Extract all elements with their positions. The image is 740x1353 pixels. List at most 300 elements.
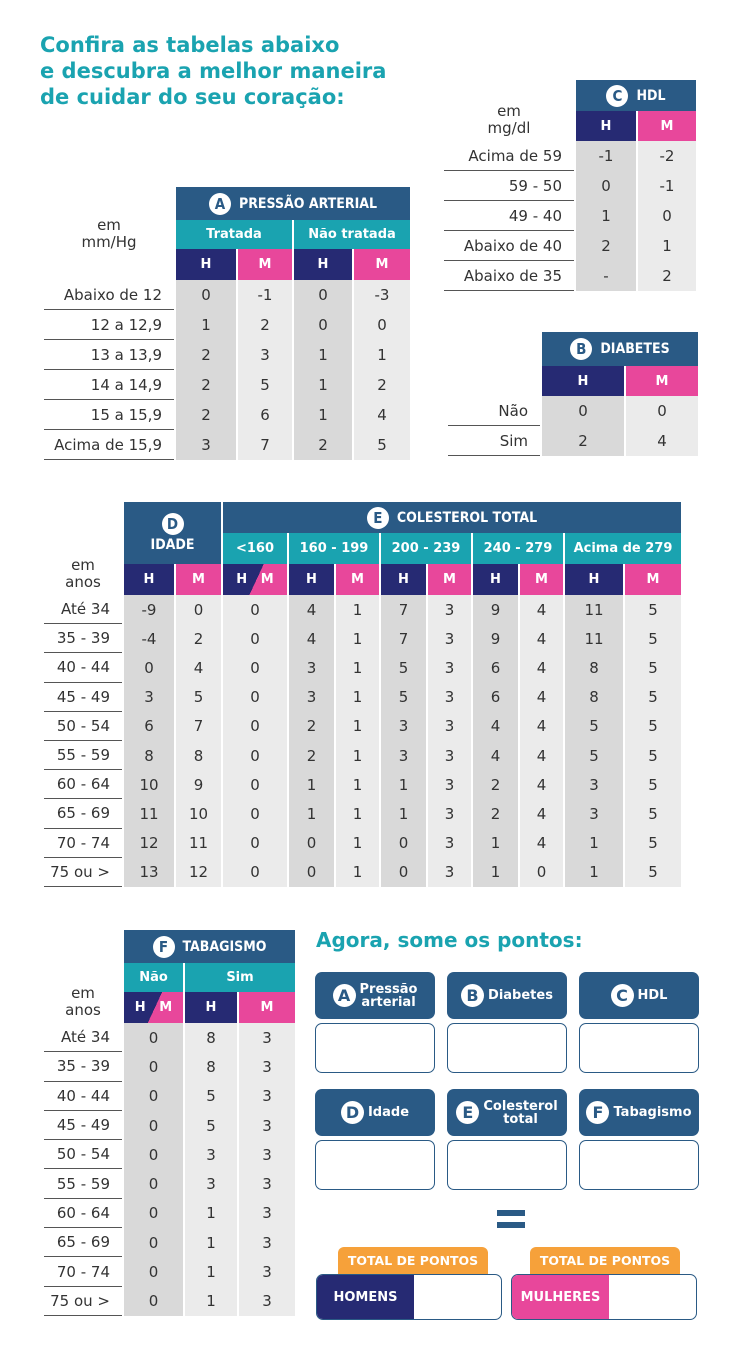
col-hm <box>124 992 183 1023</box>
table-cell: 5 <box>238 370 292 400</box>
table-cell: - <box>576 261 636 291</box>
unit-label <box>44 187 174 280</box>
table-cell: 5 <box>625 741 681 770</box>
table-cell: 0 <box>520 858 563 887</box>
table-tabagismo <box>42 930 297 1316</box>
intro-heading <box>40 32 440 110</box>
table-cell: 1 <box>289 799 334 828</box>
table-cell: 1 <box>176 310 236 340</box>
table-cell: 3 <box>381 712 426 741</box>
table-cell: 0 <box>124 1023 183 1052</box>
table-cell: 2 <box>354 370 410 400</box>
unit-line: em <box>71 556 95 574</box>
col-m: M <box>428 564 471 595</box>
table-cell: 5 <box>625 858 681 887</box>
table-cell: 4 <box>354 400 410 430</box>
table-cell: 0 <box>124 1140 183 1169</box>
table-hdl <box>442 80 698 291</box>
table-cell: 10 <box>124 770 174 799</box>
input-idade[interactable] <box>315 1140 435 1190</box>
table-cell: 0 <box>223 829 287 858</box>
table-cell: 5 <box>625 653 681 682</box>
table-cell: 1 <box>473 829 518 858</box>
row-label: 45 - 49 <box>44 683 122 712</box>
input-pressao-arterial[interactable] <box>315 1023 435 1073</box>
input-hdl[interactable] <box>579 1023 699 1073</box>
table-f-body <box>44 1023 295 1316</box>
table-cell: 5 <box>565 712 623 741</box>
table-cell: 4 <box>520 770 563 799</box>
table-cell: 4 <box>520 683 563 712</box>
table-cell: 0 <box>294 280 352 310</box>
table-row <box>44 1287 295 1316</box>
sum-label-idade <box>315 1089 435 1136</box>
table-cell: 2 <box>473 770 518 799</box>
table-cell: 3 <box>176 430 236 460</box>
table-row <box>44 370 410 400</box>
blank-corner <box>448 332 540 396</box>
table-de-body <box>44 595 681 887</box>
table-cell: 13 <box>124 858 174 887</box>
sum-label-text: Idade <box>367 1105 410 1120</box>
table-cell: 3 <box>381 741 426 770</box>
group-tratada: Tratada <box>176 220 292 249</box>
col-h: H <box>576 111 636 141</box>
col-m-part: M <box>159 1000 173 1015</box>
sum-label-hdl <box>579 972 699 1019</box>
row-label: 13 a 13,9 <box>44 340 174 370</box>
table-row <box>44 430 410 460</box>
intro-line-3: de cuidar do seu coração: <box>40 85 345 109</box>
table-cell: 5 <box>185 1111 237 1140</box>
table-cell: 2 <box>238 310 292 340</box>
col-m: M <box>239 992 295 1023</box>
table-cell: 6 <box>124 712 174 741</box>
row-label: 65 - 69 <box>44 1228 122 1257</box>
table-cell: 0 <box>381 858 426 887</box>
total-men-label: HOMENS <box>317 1275 414 1319</box>
table-cell: 0 <box>176 595 221 624</box>
title-text: COLESTEROL TOTAL <box>396 509 538 526</box>
col-h: H <box>565 564 623 595</box>
table-cell: 6 <box>473 653 518 682</box>
row-label: Abaixo de 12 <box>44 280 174 310</box>
title-text: PRESSÃO ARTERIAL <box>238 195 378 212</box>
table-cell: 1 <box>354 340 410 370</box>
table-cell: 3 <box>124 683 174 712</box>
table-cell: 5 <box>625 770 681 799</box>
table-cell: -2 <box>638 141 696 171</box>
col-m: M <box>238 249 292 280</box>
table-cell: 8 <box>124 741 174 770</box>
sum-label-tabagismo <box>579 1089 699 1136</box>
col-h: H <box>289 564 334 595</box>
letter-badge-a: A <box>209 193 231 215</box>
row-label: 15 a 15,9 <box>44 400 174 430</box>
table-cell: 2 <box>473 799 518 828</box>
table-cell: 8 <box>565 683 623 712</box>
range-header: <160 <box>223 533 287 564</box>
table-row <box>44 1257 295 1286</box>
unit-label <box>44 930 122 1023</box>
table-cell: 3 <box>565 799 623 828</box>
summary-title: Agora, some os pontos: <box>316 928 583 952</box>
table-cell: 2 <box>176 400 236 430</box>
table-idade-colesterol <box>42 502 683 887</box>
col-m: M <box>520 564 563 595</box>
sum-label-diabetes <box>447 972 567 1019</box>
table-cell: 0 <box>124 653 174 682</box>
col-m: M <box>354 249 410 280</box>
unit-label <box>444 80 574 141</box>
letter-badge-c: C <box>611 984 634 1007</box>
table-cell: 3 <box>239 1257 295 1286</box>
table-cell: 1 <box>185 1199 237 1228</box>
table-cell: 9 <box>473 624 518 653</box>
table-cell: 2 <box>176 370 236 400</box>
table-cell: 4 <box>520 595 563 624</box>
row-label: 12 a 12,9 <box>44 310 174 340</box>
letter-badge-a: A <box>333 984 356 1007</box>
table-cell: 3 <box>428 683 471 712</box>
intro-line-2: e descubra a melhor maneira <box>40 59 387 83</box>
table-cell: 1 <box>289 770 334 799</box>
row-label: 35 - 39 <box>44 624 122 653</box>
total-men-box[interactable] <box>316 1274 502 1320</box>
row-label: 50 - 54 <box>44 1140 122 1169</box>
col-h-part: H <box>134 1000 146 1015</box>
table-cell: 11 <box>176 829 221 858</box>
table-cell: 3 <box>239 1082 295 1111</box>
table-cell: 3 <box>428 741 471 770</box>
table-cell: 2 <box>294 430 352 460</box>
intro-line-1: Confira as tabelas abaixo <box>40 33 340 57</box>
table-cell: 0 <box>638 201 696 231</box>
table-cell: 1 <box>336 624 379 653</box>
table-cell: 0 <box>124 1052 183 1081</box>
table-row <box>44 340 410 370</box>
col-m: M <box>176 564 221 595</box>
table-cell: 3 <box>185 1140 237 1169</box>
row-label: Não <box>448 396 540 426</box>
table-cell: 2 <box>576 231 636 261</box>
table-cell: 3 <box>238 340 292 370</box>
row-label: 60 - 64 <box>44 770 122 799</box>
table-cell: -9 <box>124 595 174 624</box>
sum-label-text: HDL <box>637 988 668 1003</box>
col-h: H <box>473 564 518 595</box>
table-f-title <box>124 930 295 963</box>
table-cell: 1 <box>294 370 352 400</box>
table-cell: 0 <box>289 829 334 858</box>
table-cell: 1 <box>294 400 352 430</box>
sum-label-text: arterial <box>361 994 416 1010</box>
table-cell: 1 <box>336 770 379 799</box>
table-cell: 0 <box>223 683 287 712</box>
table-cell: 1 <box>185 1287 237 1316</box>
row-label: Até 34 <box>44 1023 122 1052</box>
table-cell: 11 <box>565 595 623 624</box>
table-cell: 1 <box>185 1228 237 1257</box>
table-cell: 8 <box>185 1023 237 1052</box>
letter-badge-d: D <box>341 1101 364 1124</box>
sum-label-text: Colesterol <box>483 1098 558 1114</box>
table-row <box>44 741 681 770</box>
table-cell: 4 <box>473 712 518 741</box>
table-cell: -1 <box>576 141 636 171</box>
table-cell: 2 <box>176 340 236 370</box>
row-label: Até 34 <box>44 595 122 624</box>
title-text: HDL <box>636 87 666 104</box>
col-h: H <box>542 366 624 396</box>
letter-badge-f: F <box>153 936 175 958</box>
table-cell: 0 <box>223 770 287 799</box>
table-row <box>44 1199 295 1228</box>
table-cell: 1 <box>473 858 518 887</box>
table-cell: 5 <box>625 829 681 858</box>
table-cell: 5 <box>625 683 681 712</box>
letter-badge-e: E <box>367 507 389 529</box>
table-row <box>44 1111 295 1140</box>
table-cell: 3 <box>428 595 471 624</box>
table-cell: 5 <box>381 683 426 712</box>
table-cell: 12 <box>176 858 221 887</box>
input-diabetes[interactable] <box>447 1023 567 1073</box>
table-cell: 3 <box>428 858 471 887</box>
row-label: 70 - 74 <box>44 1257 122 1286</box>
table-cell: 0 <box>124 1111 183 1140</box>
letter-badge-c: C <box>606 85 628 107</box>
table-cell: 5 <box>354 430 410 460</box>
table-row <box>44 595 681 624</box>
table-a-body <box>44 280 410 460</box>
table-cell: 3 <box>289 653 334 682</box>
table-row <box>44 858 681 887</box>
table-row <box>448 396 698 426</box>
letter-badge-b: B <box>570 338 592 360</box>
table-row <box>444 201 696 231</box>
table-cell: 0 <box>124 1169 183 1198</box>
table-b-title <box>542 332 698 366</box>
table-cell: 6 <box>473 683 518 712</box>
col-h: H <box>124 564 174 595</box>
table-row <box>44 624 681 653</box>
table-cell: 4 <box>626 426 698 456</box>
table-cell: 7 <box>176 712 221 741</box>
table-cell: 0 <box>626 396 698 426</box>
table-cell: 2 <box>289 741 334 770</box>
input-colesterol-total[interactable] <box>447 1140 567 1190</box>
table-row <box>44 712 681 741</box>
table-cell: 3 <box>565 770 623 799</box>
row-label: 49 - 40 <box>444 201 574 231</box>
unit-label <box>44 502 122 595</box>
table-cell: -1 <box>238 280 292 310</box>
table-cell: 0 <box>223 712 287 741</box>
table-cell: 11 <box>124 799 174 828</box>
table-cell: 4 <box>520 829 563 858</box>
row-label: Acima de 59 <box>444 141 574 171</box>
table-cell: 12 <box>124 829 174 858</box>
table-cell: 0 <box>576 171 636 201</box>
table-cell: 0 <box>223 799 287 828</box>
row-label: Acima de 15,9 <box>44 430 174 460</box>
table-cell: 1 <box>336 829 379 858</box>
table-row <box>448 426 698 456</box>
table-row <box>44 683 681 712</box>
table-cell: 3 <box>239 1140 295 1169</box>
unit-line: em <box>497 102 521 120</box>
row-label: Sim <box>448 426 540 456</box>
table-cell: 4 <box>520 799 563 828</box>
row-label: Abaixo de 35 <box>444 261 574 291</box>
table-cell: 1 <box>576 201 636 231</box>
col-m: M <box>638 111 696 141</box>
table-cell: 0 <box>124 1199 183 1228</box>
sum-label-text: Pressão <box>359 981 418 997</box>
table-cell: 3 <box>428 712 471 741</box>
table-cell: 8 <box>185 1052 237 1081</box>
table-b-body <box>448 396 698 456</box>
table-cell: 3 <box>239 1199 295 1228</box>
table-e-title <box>223 502 681 533</box>
table-row <box>44 1228 295 1257</box>
table-a-title <box>176 187 410 220</box>
table-row <box>44 1169 295 1198</box>
table-row <box>444 261 696 291</box>
table-cell: 0 <box>223 595 287 624</box>
table-row <box>44 280 410 310</box>
table-cell: 3 <box>428 829 471 858</box>
group-nao-tratada: Não tratada <box>294 220 410 249</box>
table-cell: 4 <box>289 624 334 653</box>
table-cell: 5 <box>176 683 221 712</box>
table-cell: 8 <box>176 741 221 770</box>
table-d-title <box>124 502 221 564</box>
sum-label-text: Tabagismo <box>613 1105 692 1120</box>
input-tabagismo[interactable] <box>579 1140 699 1190</box>
table-cell: 2 <box>638 261 696 291</box>
row-label: 14 a 14,9 <box>44 370 174 400</box>
col-h: H <box>176 249 236 280</box>
table-cell: 1 <box>381 770 426 799</box>
table-cell: 0 <box>381 829 426 858</box>
row-label: 59 - 50 <box>444 171 574 201</box>
col-h: H <box>185 992 237 1023</box>
table-cell: 1 <box>294 340 352 370</box>
row-label: 55 - 59 <box>44 741 122 770</box>
row-label: 40 - 44 <box>44 1082 122 1111</box>
table-cell: 1 <box>336 653 379 682</box>
total-tag-women: TOTAL DE PONTOS <box>530 1247 680 1274</box>
table-row <box>44 310 410 340</box>
table-cell: 1 <box>381 799 426 828</box>
table-cell: 5 <box>381 653 426 682</box>
total-tag-men: TOTAL DE PONTOS <box>338 1247 488 1274</box>
table-cell: 5 <box>185 1082 237 1111</box>
table-cell: 7 <box>381 624 426 653</box>
equals-sign-top <box>497 1210 525 1216</box>
table-row <box>44 829 681 858</box>
table-row <box>444 141 696 171</box>
table-cell: 1 <box>336 741 379 770</box>
sum-label-text: total <box>503 1111 538 1127</box>
range-header: Acima de 279 <box>565 533 681 564</box>
sum-label-pressao <box>315 972 435 1019</box>
unit-line: anos <box>65 1001 101 1019</box>
sum-label-text: Diabetes <box>488 988 553 1003</box>
table-cell: 6 <box>238 400 292 430</box>
table-cell: 4 <box>289 595 334 624</box>
row-label: 55 - 59 <box>44 1169 122 1198</box>
unit-line: em <box>71 984 95 1002</box>
range-header: 240 - 279 <box>473 533 563 564</box>
table-cell: 4 <box>473 741 518 770</box>
col-h-part: H <box>236 572 248 587</box>
unit-line: em <box>97 215 121 234</box>
table-cell: 8 <box>565 653 623 682</box>
table-cell: 1 <box>336 683 379 712</box>
table-cell: 3 <box>239 1023 295 1052</box>
table-cell: 3 <box>428 653 471 682</box>
table-cell: 2 <box>289 712 334 741</box>
table-cell: 1 <box>336 799 379 828</box>
letter-badge-b: B <box>461 984 484 1007</box>
row-label: 35 - 39 <box>44 1052 122 1081</box>
table-cell: -3 <box>354 280 410 310</box>
table-cell: 1 <box>336 858 379 887</box>
row-label: 75 ou > <box>44 858 122 887</box>
table-row <box>444 231 696 261</box>
table-cell: 3 <box>428 799 471 828</box>
table-cell: 0 <box>223 858 287 887</box>
table-cell: 1 <box>565 858 623 887</box>
table-cell: 0 <box>124 1082 183 1111</box>
unit-line: anos <box>65 573 101 591</box>
group-sim: Sim <box>185 963 295 992</box>
table-row <box>44 1140 295 1169</box>
col-hm <box>223 564 287 595</box>
col-m: M <box>626 366 698 396</box>
table-cell: 7 <box>238 430 292 460</box>
table-cell: 3 <box>239 1169 295 1198</box>
table-cell: 3 <box>289 683 334 712</box>
table-cell: 0 <box>223 653 287 682</box>
table-cell: 3 <box>185 1169 237 1198</box>
table-cell: 3 <box>239 1052 295 1081</box>
table-cell: 0 <box>223 624 287 653</box>
table-cell: 4 <box>176 653 221 682</box>
table-row <box>44 1082 295 1111</box>
row-label: 45 - 49 <box>44 1111 122 1140</box>
table-cell: 3 <box>428 624 471 653</box>
table-cell: 1 <box>565 829 623 858</box>
table-cell: 3 <box>428 770 471 799</box>
table-cell: 0 <box>124 1287 183 1316</box>
total-women-box[interactable] <box>511 1274 697 1320</box>
table-cell: 0 <box>176 280 236 310</box>
table-c-title <box>576 80 696 111</box>
table-cell: 0 <box>354 310 410 340</box>
range-header: 160 - 199 <box>289 533 379 564</box>
equals-sign-bottom <box>497 1222 525 1228</box>
row-label: Abaixo de 40 <box>444 231 574 261</box>
sum-label-colesterol <box>447 1089 567 1136</box>
table-cell: 5 <box>625 799 681 828</box>
col-m: M <box>625 564 681 595</box>
table-cell: 11 <box>565 624 623 653</box>
col-h: H <box>294 249 352 280</box>
